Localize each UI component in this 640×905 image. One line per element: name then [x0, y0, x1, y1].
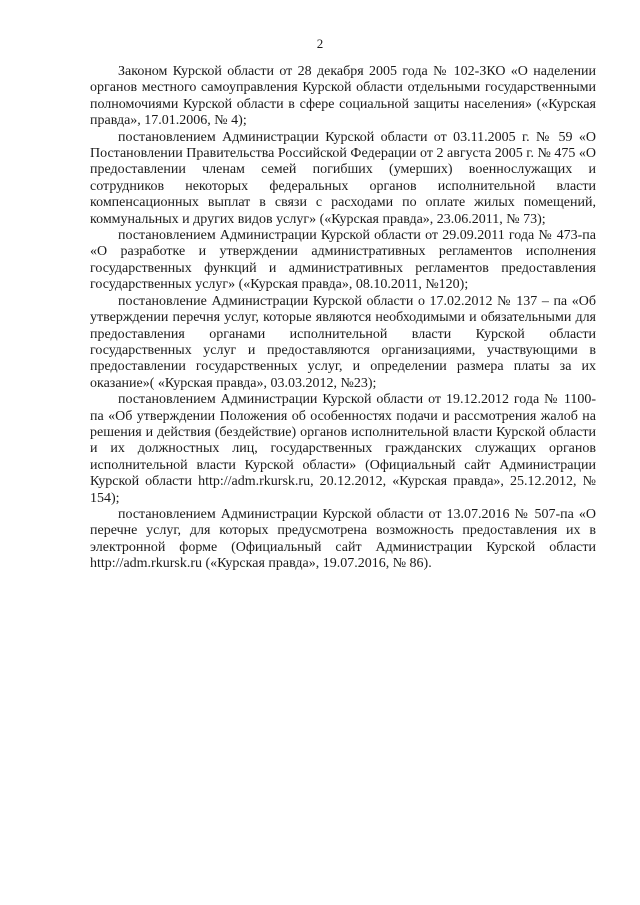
paragraph-resolution-473-pa: постановлением Администрации Курской области от 29.09.2011 года № 473-па «О разработке и утверждении административных регламентов исполнения государственных функций и административных регламентов предоставления государственных услуг» («Курская правда», 08.10.2011, №120);: [90, 228, 596, 293]
paragraph-resolution-507-pa: постановлением Администрации Курской области от 13.07.2016 № 507-па «О перечне услуг, для которых предусмотрена возможность предоставления их в электронной форме (Официальный сайт Администрации Курской области http://adm.rkursk.ru («Курская правда», 19.07.2016, № 86).: [90, 506, 596, 572]
page-number: 2: [316, 36, 324, 51]
paragraph-resolution-137-pa: постановление Администрации Курской области о 17.02.2012 № 137 – па «Об утверждении перечня услуг, которые являются необходимыми и обязательными для предоставления органами исполнительной власти Курской области государственных услуг и предоставляются организациями, участвующими в предоставлении государственных услуг, и определении размера платы за их оказание»( «Курская правда», 03.03.2012, №23);: [90, 293, 596, 391]
paragraph-resolution-1100-pa: постановлением Администрации Курской области от 19.12.2012 года № 1100-па «Об утверждении Положения об особенностях подачи и рассмотрения жалоб на решения и действия (бездействие) органов исполнительной власти Курской области и их должностных лиц, государственных гражданских служащих органов исполнительной власти Курской области» (Официальный сайт Администрации Курской области http://adm.rkursk.ru, 20.12.2012, «Курская правда», 25.12.2012, № 154);: [90, 392, 596, 506]
paragraph-law-102-zko: Законом Курской области от 28 декабря 2005 года № 102-ЗКО «О наделении органов местного самоуправления Курской области отдельными государственными полномочиями Курской области в сфере социальной защиты населения» («Курская правда», 17.01.2006, № 4);: [90, 64, 596, 129]
document-body: [90, 64, 596, 573]
paragraph-resolution-59: постановлением Администрации Курской области от 03.11.2005 г. № 59 «О Постановлении Правительства Российской Федерации от 2 августа 2005 г. № 475 «О предоставлении членам семей погибших (умерших) военнослужащих и сотрудников некоторых федеральных органов исполнительной власти компенсационных выплат в связи с расходами по оплате жилых помещений, коммунальных и других видов услуг» («Курская правда», 23.06.2011, № 73);: [90, 129, 596, 227]
